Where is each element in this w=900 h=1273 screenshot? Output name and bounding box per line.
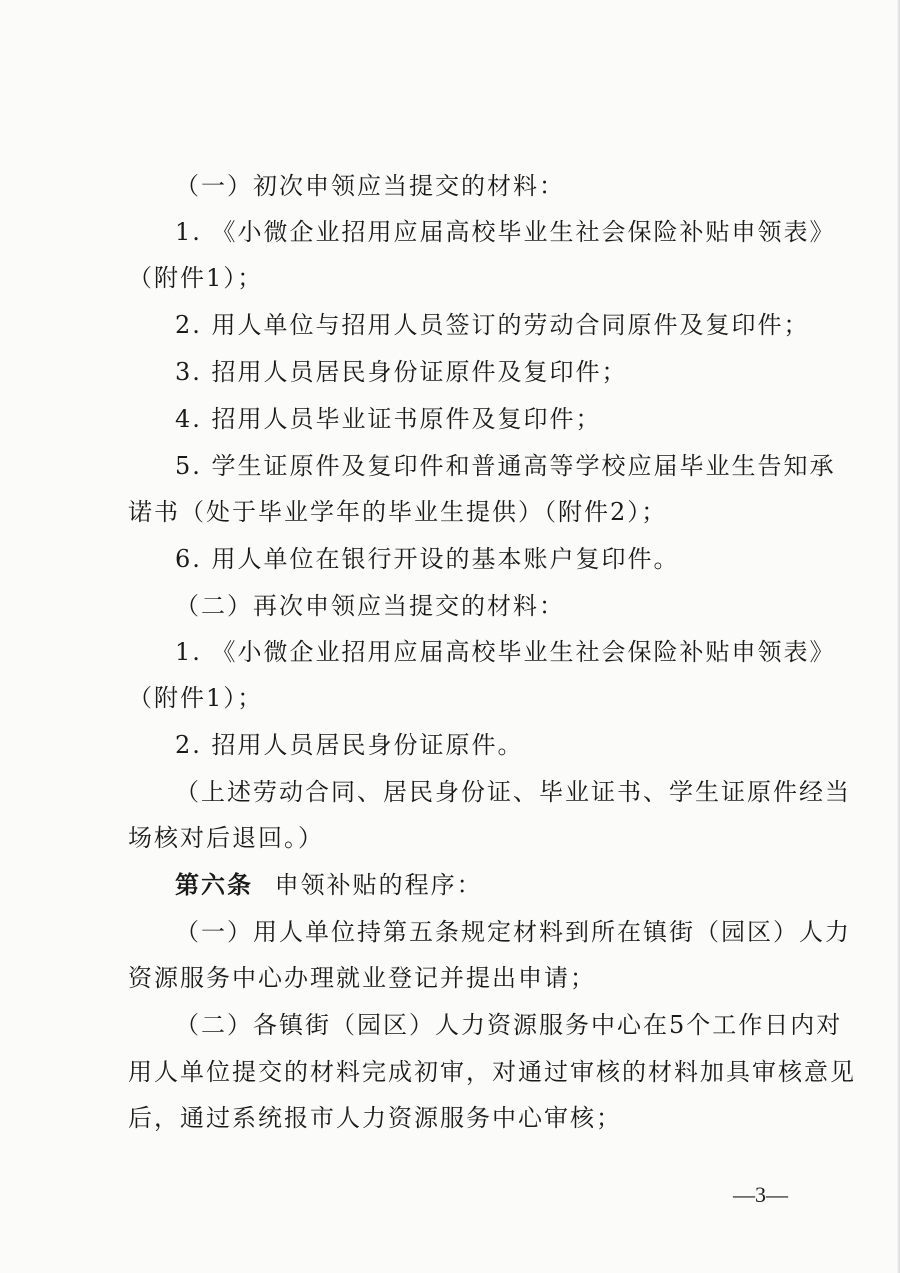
section-one-heading: （一）初次申领应当提交的材料： (175, 172, 565, 200)
list-item-6-text: 6. 用人单位在银行开设的基本账户复印件。 (175, 545, 680, 573)
list-item-5-text: 5. 学生证原件及复印件和普通高等学校应届毕业生告知承 (175, 452, 836, 480)
repeat-item-2-text: 2. 招用人员居民身份证原件。 (175, 731, 524, 759)
list-item-3-text: 3. 招用人员居民身份证原件及复印件； (175, 358, 628, 386)
procedure-step-1-continuation: 资源服务中心办理就业登记并提出申请； (128, 964, 596, 992)
return-note-text: （上述劳动合同、居民身份证、毕业证书、学生证原件经当 (175, 778, 851, 806)
list-item-4-text: 4. 招用人员毕业证书原件及复印件； (175, 405, 602, 433)
article-six-heading: 第六条 (175, 871, 253, 899)
list-item-5-continuation: 诺书（处于毕业学年的毕业生提供）（附件2）； (128, 498, 668, 526)
return-note-continuation: 场核对后退回。） (128, 824, 324, 852)
repeat-item-1-text: 1. 《小微企业招用应届高校毕业生社会保险补贴申领表》 (175, 638, 836, 666)
procedure-step-1-text: （一）用人单位持第五条规定材料到所在镇街（园区）人力 (175, 918, 851, 946)
procedure-step-2-final-line: 后，通过系统报市人力资源服务中心审核； (128, 1104, 622, 1132)
list-item-1-text: 1. 《小微企业招用应届高校毕业生社会保险补贴申领表》 (175, 218, 836, 246)
page-number: —3— (733, 1182, 788, 1207)
list-item-2-text: 2. 用人单位与招用人员签订的劳动合同原件及复印件； (175, 311, 810, 339)
repeat-item-1-continuation: （附件1）； (128, 684, 264, 712)
procedure-step-2-continuation: 用人单位提交的材料完成初审，对通过审核的材料加具审核意见 (128, 1058, 856, 1086)
article-six-line (175, 869, 483, 901)
procedure-step-2-text: （二）各镇街（园区）人力资源服务中心在5个工作日内对 (175, 1011, 843, 1039)
list-item-1-continuation: （附件1）； (128, 264, 264, 292)
article-six-title: 申领补贴的程序： (274, 871, 483, 899)
section-two-heading: （二）再次申领应当提交的材料： (175, 592, 565, 620)
scan-edge (896, 0, 900, 1273)
